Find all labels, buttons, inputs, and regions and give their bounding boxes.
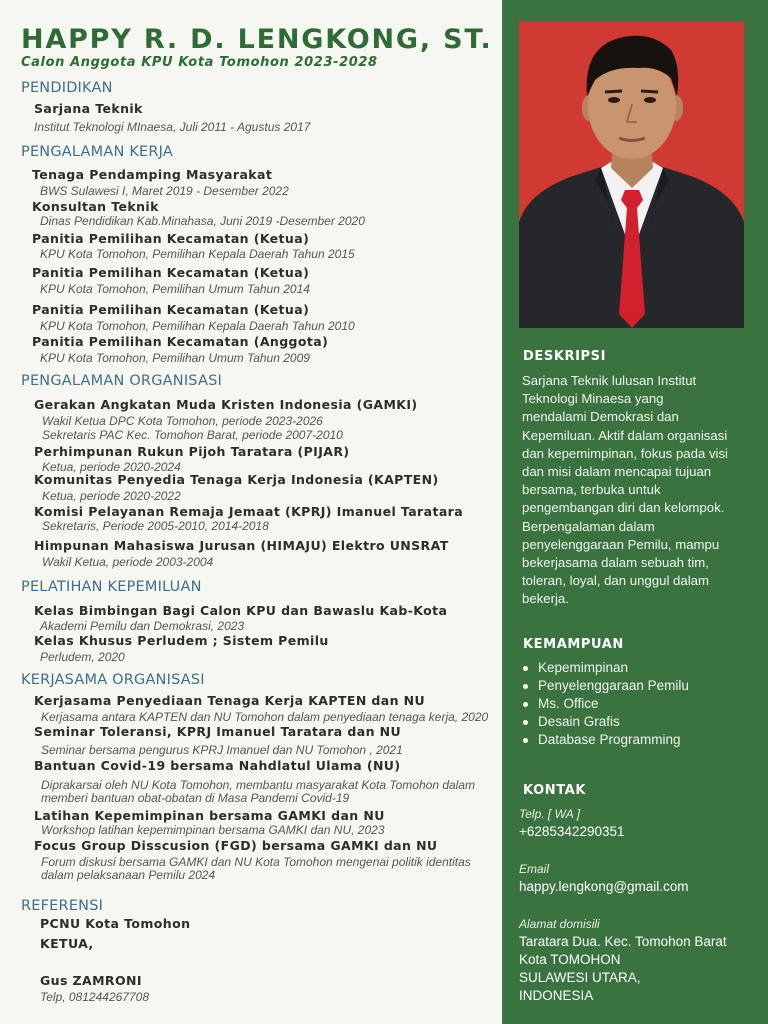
cooperation-title: Kerjasama Penyediaan Tenaga Kerja KAPTEN dan NU xyxy=(34,693,426,708)
description-line: Sarjana Teknik lulusan Institut xyxy=(522,373,697,388)
work-sub: KPU Kota Tomohon, Pemilihan Umum Tahun 2009 xyxy=(40,351,310,365)
description-line: Berpengalaman dalam xyxy=(522,518,655,534)
description-line: bersama, terbuka untuk xyxy=(522,482,661,498)
organization-title: Gerakan Angkatan Muda Kristen Indonesia (GAMKI) xyxy=(34,397,418,412)
description-line: bekerjasama dalam sebuah tim, xyxy=(522,555,709,571)
email-value: happy.lengkong@gmail.com xyxy=(519,879,689,894)
education-heading: PENDIDIKAN xyxy=(21,80,113,96)
cooperation-sub: dalam pelaksanaan Pemilu 2024 xyxy=(41,868,216,882)
skill-item xyxy=(521,713,689,731)
education-sub: Institut Teknologi MInaesa, Juli 2011 - Agustus 2017 xyxy=(34,120,311,134)
cooperation-title: Focus Group Disscusion (FGD) bersama GAMKI dan NU xyxy=(34,838,438,853)
training-title: Kelas Bimbingan Bagi Calon KPU dan Bawaslu Kab-Kota xyxy=(34,603,448,618)
skill-label: Penyelenggaraan Pemilu xyxy=(538,678,689,693)
address-line: SULAWESI UTARA, xyxy=(519,970,641,985)
description-line: bekerja. xyxy=(522,591,569,607)
address-line: Kota TOMOHON xyxy=(519,952,621,967)
skills-list xyxy=(521,659,689,749)
cooperation-heading: KERJASAMA ORGANISASI xyxy=(21,672,205,688)
cooperation-sub: Kerjasama antara KAPTEN dan NU Tomohon dalam penyediaan tenaga kerja, 2020 xyxy=(41,710,489,724)
training-sub: Akademi Pemilu dan Demokrasi, 2023 xyxy=(40,619,245,633)
address-line: INDONESIA xyxy=(519,988,594,1003)
description-text xyxy=(522,372,747,609)
organization-sub: Wakil Ketua, periode 2003-2004 xyxy=(42,555,214,569)
cooperation-sub: Forum diskusi bersama GAMKI dan NU Kota Tomohon mengenai politik identitas xyxy=(41,855,471,869)
skill-label: Desain Grafis xyxy=(538,714,620,729)
reference-org: PCNU Kota Tomohon xyxy=(40,916,191,931)
cooperation-sub: Diprakarsai oleh NU Kota Tomohon, membantu masyarakat Kota Tomohon dalam xyxy=(41,778,476,792)
description-line: mendalami Demokrasi dan xyxy=(522,409,679,425)
cooperation-title: Latihan Kepemimpinan bersama GAMKI dan NU xyxy=(34,808,385,823)
reference-heading: REFERENSI xyxy=(21,898,104,914)
work-title: Panitia Pemilihan Kecamatan (Anggota) xyxy=(32,334,329,349)
description-line: pengembangan diri dan kelompok. xyxy=(522,500,725,516)
candidate-subtitle: Calon Anggota KPU Kota Tomohon 2023-2028 xyxy=(21,55,378,70)
description-line: Teknologi Minaesa yang xyxy=(522,391,664,407)
organization-title: Perhimpunan Rukun Pijoh Taratara (PIJAR) xyxy=(34,444,350,459)
profile-photo xyxy=(519,22,744,328)
work-title: Panitia Pemilihan Kecamatan (Ketua) xyxy=(32,231,310,246)
work-title: Panitia Pemilihan Kecamatan (Ketua) xyxy=(32,265,310,280)
description-line: dan kepemimpinan, fokus pada visi xyxy=(522,445,728,461)
email-label: Email xyxy=(519,862,550,876)
education-title: Sarjana Teknik xyxy=(34,101,143,116)
organization-sub: Ketua, periode 2020-2022 xyxy=(42,489,181,503)
skill-item xyxy=(521,677,689,695)
phone-value: +6285342290351 xyxy=(519,824,625,839)
training-title: Kelas Khusus Perludem ; Sistem Pemilu xyxy=(34,633,329,648)
bullet-icon xyxy=(523,738,528,743)
skill-label: Database Programming xyxy=(538,732,681,747)
description-line: toleran, loyal, dan unggul dalam xyxy=(522,573,709,589)
organization-sub: Wakil Ketua DPC Kota Tomohon, periode 2023-2026 xyxy=(42,414,323,428)
organization-title: Komunitas Penyedia Tenaga Kerja Indonesia (KAPTEN) xyxy=(34,472,439,487)
work-title: Konsultan Teknik xyxy=(32,199,159,214)
work-sub: Dinas Pendidikan Kab.Minahasa, Juni 2019 -Desember 2020 xyxy=(40,214,365,228)
work-sub: KPU Kota Tomohon, Pemilihan Kepala Daerah Tahun 2010 xyxy=(40,319,355,333)
cooperation-sub: Seminar bersama pengurus KPRJ Imanuel dan NU Tomohon , 2021 xyxy=(41,743,403,757)
portrait-illustration xyxy=(519,22,744,328)
reference-person: Gus ZAMRONI xyxy=(40,973,142,988)
skill-item xyxy=(521,731,689,749)
reference-phone: Telp, 081244267708 xyxy=(40,990,149,1004)
work-sub: BWS Sulawesi I, Maret 2019 - Desember 2022 xyxy=(40,184,289,198)
organization-heading: PENGALAMAN ORGANISASI xyxy=(21,373,222,389)
organization-title: Komisi Pelayanan Remaja Jemaat (KPRJ) Imanuel Taratara xyxy=(34,504,464,519)
organization-sub: Sekretaris PAC Kec. Tomohon Barat, periode 2007-2010 xyxy=(42,428,343,442)
bullet-icon xyxy=(523,720,528,725)
organization-sub: Ketua, periode 2020-2024 xyxy=(42,460,181,474)
description-line: Kepemiluan. Aktif dalam organisasi xyxy=(522,427,728,443)
description-heading: DESKRIPSI xyxy=(523,349,607,364)
reference-role: KETUA, xyxy=(40,936,94,951)
work-title: Tenaga Pendamping Masyarakat xyxy=(32,167,273,182)
work-sub: KPU Kota Tomohon, Pemilihan Kepala Daerah Tahun 2015 xyxy=(40,247,355,261)
bullet-icon xyxy=(523,684,528,689)
skill-label: Kepemimpinan xyxy=(538,660,629,675)
work-title: Panitia Pemilihan Kecamatan (Ketua) xyxy=(32,302,310,317)
phone-label: Telp. [ WA ] xyxy=(519,807,580,821)
candidate-name: HAPPY R. D. LENGKONG, ST. xyxy=(21,24,493,55)
cooperation-sub: memberi bantuan obat-obatan di Masa Pandemi Covid-19 xyxy=(41,791,350,805)
work-heading: PENGALAMAN KERJA xyxy=(21,144,174,160)
training-sub: Perludem, 2020 xyxy=(40,650,125,664)
cooperation-title: Seminar Toleransi, KPRJ Imanuel Taratara dan NU xyxy=(34,724,402,739)
cooperation-sub: Workshop latihan kepemimpinan bersama GAMKI dan NU, 2023 xyxy=(41,823,385,837)
organization-sub: Sekretaris, Periode 2005-2010, 2014-2018 xyxy=(42,519,269,533)
organization-title: Himpunan Mahasiswa Jurusan (HIMAJU) Elektro UNSRAT xyxy=(34,538,449,553)
skill-item xyxy=(521,659,689,677)
skills-heading: KEMAMPUAN xyxy=(523,637,624,652)
skill-label: Ms. Office xyxy=(538,696,599,711)
description-line: penyelenggaraan Pemilu, mampu xyxy=(522,536,720,552)
bullet-icon xyxy=(523,666,528,671)
address-label: Alamat domisili xyxy=(519,917,600,931)
address-line: Taratara Dua. Kec. Tomohon Barat xyxy=(519,934,727,949)
description-line: dan misi dalam mencapai tujuan xyxy=(522,464,712,480)
contact-heading: KONTAK xyxy=(523,783,587,798)
skill-item xyxy=(521,695,689,713)
training-heading: PELATIHAN KEPEMILUAN xyxy=(21,579,202,595)
work-sub: KPU Kota Tomohon, Pemilihan Umum Tahun 2014 xyxy=(40,282,310,296)
bullet-icon xyxy=(523,702,528,707)
cooperation-title: Bantuan Covid-19 bersama Nahdlatul Ulama (NU) xyxy=(34,758,401,773)
